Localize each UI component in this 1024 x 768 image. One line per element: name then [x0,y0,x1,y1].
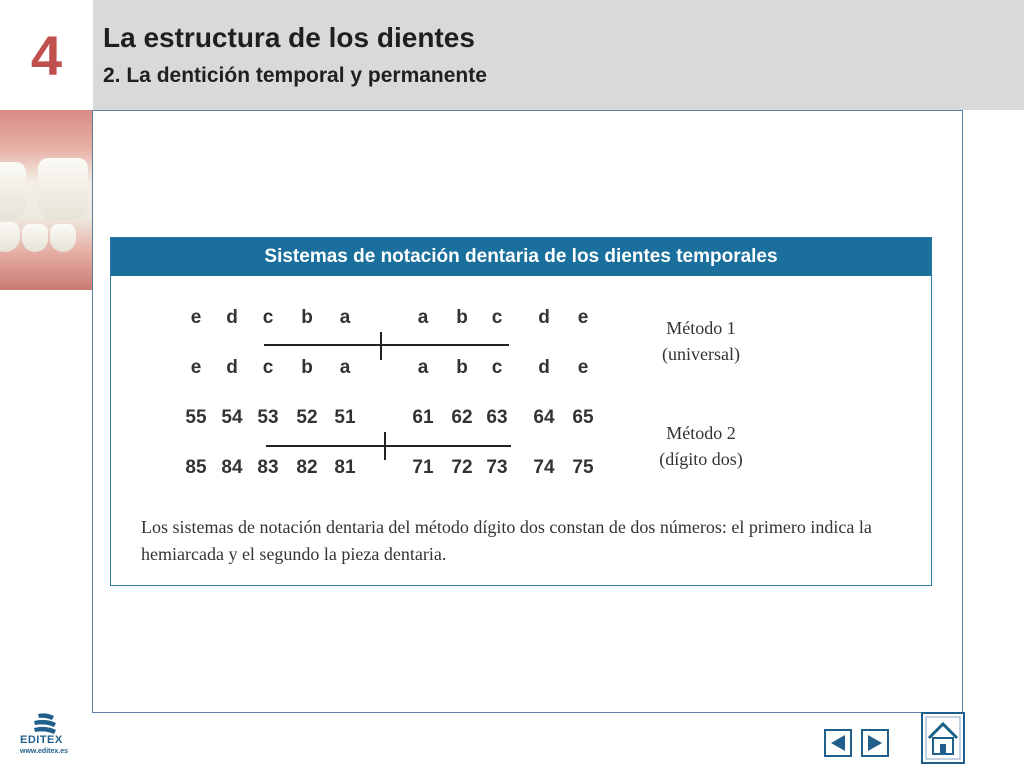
teeth-photo [0,110,93,290]
tooth-number: 72 [451,457,473,478]
method-1-description: (universal) [662,344,740,364]
tooth-label: d [538,307,550,328]
notation-table-heading: Sistemas de notación dentaria de los dientes temporales [111,238,931,276]
slide-header [93,0,1024,110]
tooth-label: d [538,357,550,378]
tooth-label: e [190,307,202,328]
chapter-number: 4 [30,23,63,87]
arch-divider-horizontal [264,344,509,346]
tooth-label: c [491,307,503,328]
tooth-label: e [577,307,589,328]
arch-divider-vertical [380,332,382,360]
home-button[interactable] [921,712,965,764]
tooth-label: b [456,307,468,328]
tooth-label: e [577,357,589,378]
tooth-number: 71 [412,457,434,478]
tooth-label: d [226,307,238,328]
tooth-label: d [226,357,238,378]
tooth-label: a [417,357,429,378]
tooth-number: 83 [257,457,279,478]
method-1-name: Método 1 [666,318,736,338]
tooth-label: b [301,307,313,328]
tooth-number: 65 [572,407,594,428]
tooth-number: 85 [185,457,207,478]
tooth-number: 75 [572,457,594,478]
tooth-number: 82 [296,457,318,478]
slide-subtitle: 2. La dentición temporal y permanente [103,64,487,87]
tooth-label: c [262,307,274,328]
publisher-name: EDITEX [20,734,63,746]
tooth-number: 54 [221,407,243,428]
method-1-label [631,315,771,367]
method-2-label [631,420,771,472]
tooth-number: 55 [185,407,207,428]
previous-button[interactable] [824,729,852,757]
house-icon [921,712,965,764]
tooth-number: 61 [412,407,434,428]
tooth-number: 74 [533,457,555,478]
arch-divider-vertical [384,432,386,460]
tooth-number: 84 [221,457,243,478]
triangle-right-icon [861,729,889,757]
notation-note: Los sistemas de notación dentaria del método dígito dos constan de dos números: el primero indica la hemiarcada y el segundo la pieza dentaria. [141,517,872,564]
method-2-name: Método 2 [666,423,736,443]
tooth-label: c [491,357,503,378]
arch-divider-horizontal [266,445,511,447]
tooth-label: c [262,357,274,378]
tooth-number: 81 [334,457,356,478]
notation-table [110,237,932,586]
tooth-label: b [456,357,468,378]
tooth-number: 64 [533,407,555,428]
tooth-label: a [417,307,429,328]
triangle-left-icon [824,729,852,757]
publisher-url: www.editex.es [20,748,68,755]
next-button[interactable] [861,729,889,757]
editex-logo [16,712,74,762]
tooth-number: 52 [296,407,318,428]
tooth-number: 62 [451,407,473,428]
tooth-number: 63 [486,407,508,428]
tooth-number: 53 [257,407,279,428]
slide-title: La estructura de los dientes [103,22,475,53]
tooth-label: a [339,357,351,378]
tooth-label: b [301,357,313,378]
tooth-number: 51 [334,407,356,428]
method-2-description: (dígito dos) [659,449,743,469]
tooth-label: a [339,307,351,328]
tooth-number: 73 [486,457,508,478]
tooth-label: e [190,357,202,378]
